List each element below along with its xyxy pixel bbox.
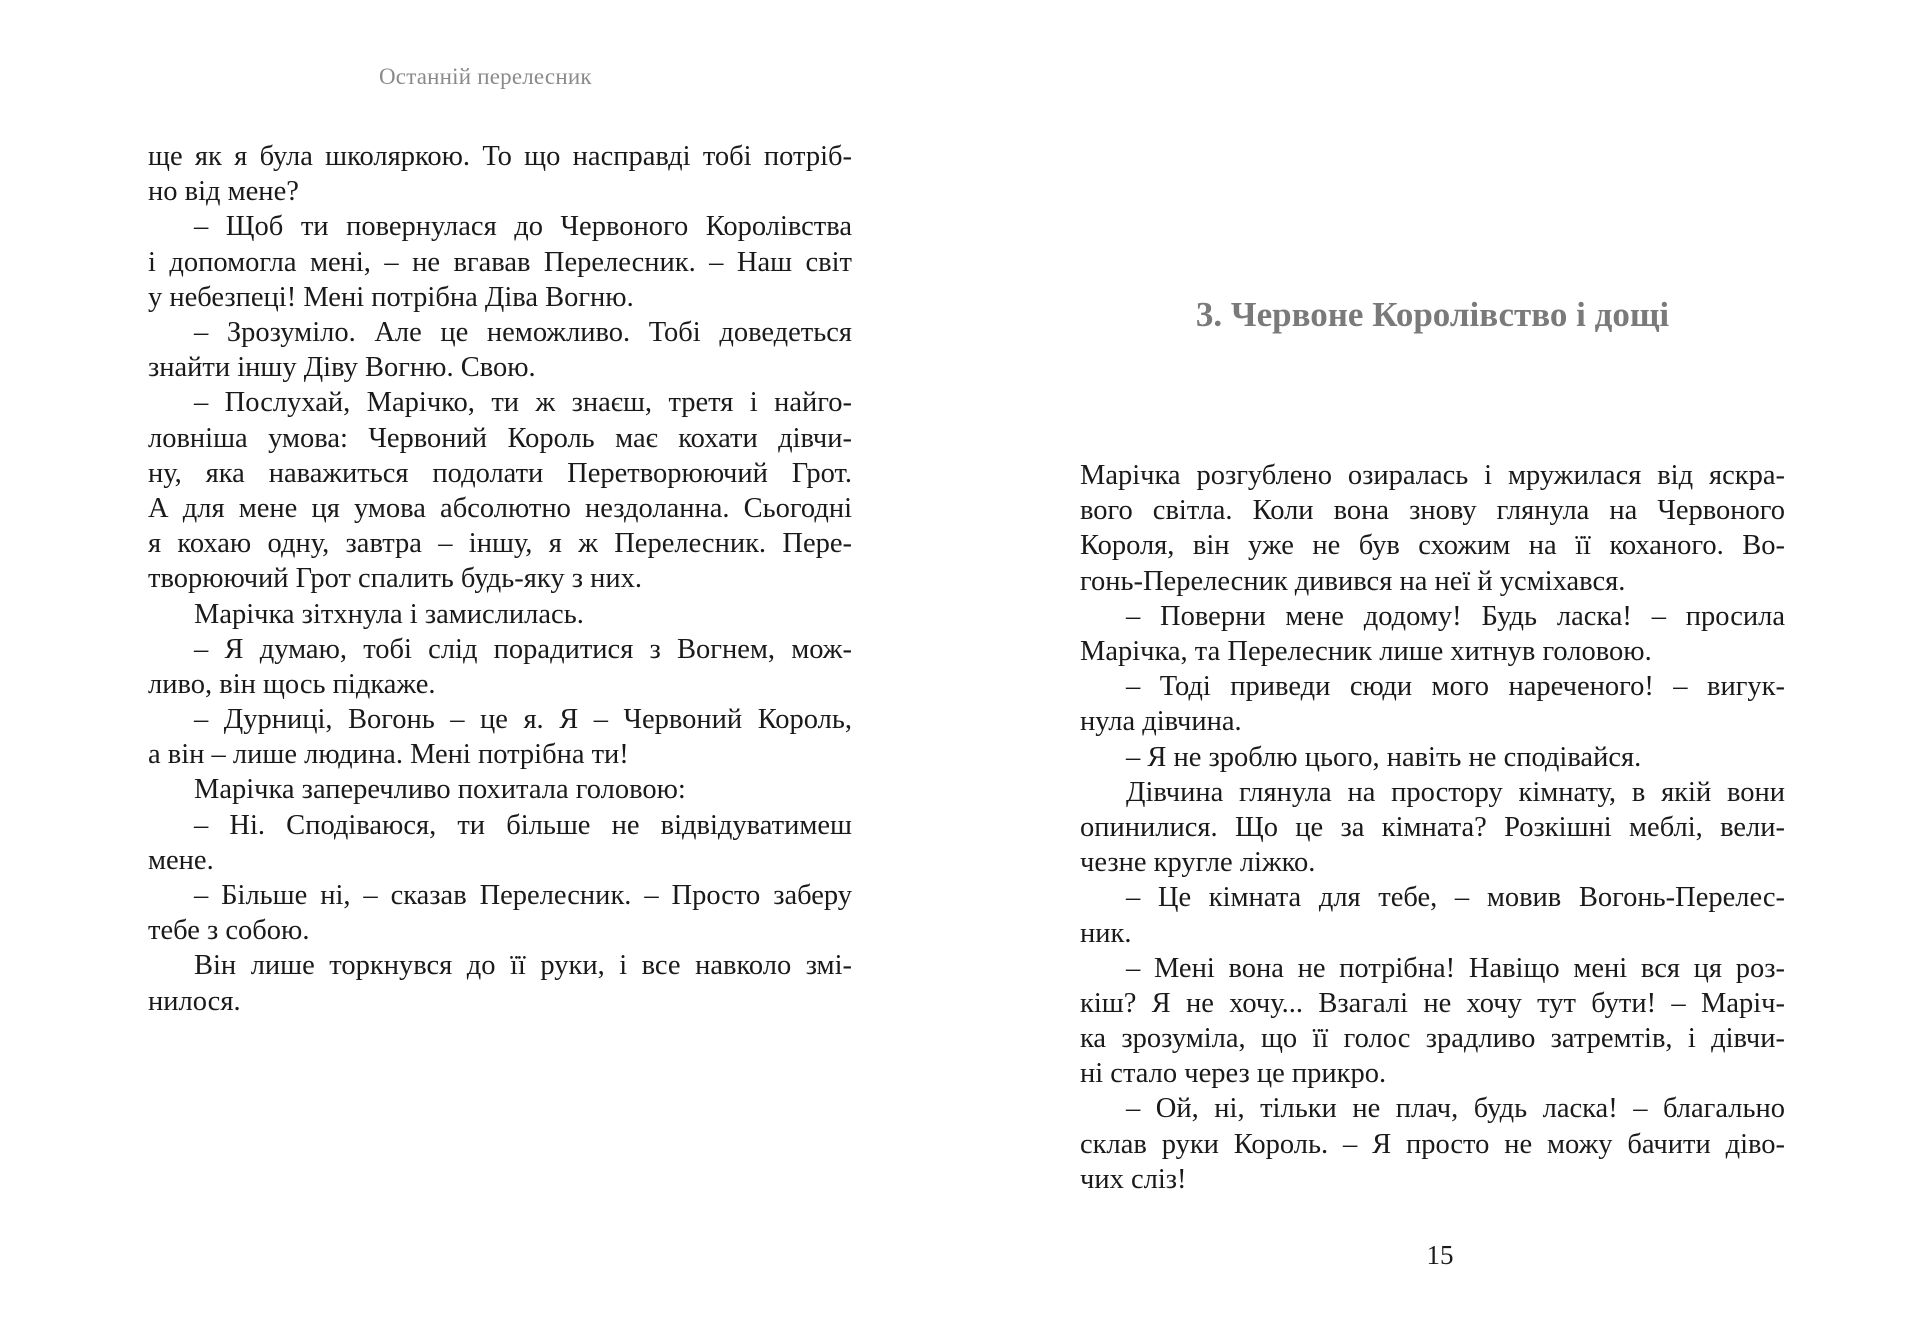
- text-line: творюючий Грот спалить будь-яку з них.: [148, 563, 642, 595]
- paragraph: [148, 702, 852, 772]
- text-line: – Більше ні, – сказав Перелесник. – Просто заберу: [194, 880, 852, 912]
- text-line: – Ні. Сподіваюся, ти більше не відвідуватимеш: [194, 809, 852, 841]
- text-line: – Мені вона не потрібна! Навіщо мені вся ця роз-: [1126, 952, 1785, 984]
- paragraph: [148, 948, 852, 1018]
- running-head: Останній перелесник: [379, 64, 592, 89]
- text-line: – Дурниці, Вогонь – це я. Я – Червоний Король,: [194, 704, 852, 736]
- text-line: ну, яка наважиться подолати Перетворюючий Грот.: [148, 457, 852, 489]
- text-line: – Послухай, Марічко, ти ж знаєш, третя і найго-: [194, 387, 852, 419]
- paragraph: [148, 878, 852, 948]
- paragraph: [1080, 1091, 1785, 1197]
- text-line: – Це кімната для тебе, – мовив Вогонь-Перелес-: [1126, 882, 1785, 914]
- text-line: – Тоді приведи сюди мого нареченого! – вигук-: [1126, 671, 1785, 703]
- text-line: нилося.: [148, 985, 241, 1017]
- text-line: Марічка розгублено озиралась і мружилася від яскра-: [1080, 460, 1785, 491]
- paragraph: [148, 597, 852, 632]
- text-line: ливо, він щось підкаже.: [148, 668, 436, 700]
- paragraph: [1080, 599, 1785, 669]
- text-line: – Я думаю, тобі слід порадитися з Вогнем, мож-: [194, 633, 852, 665]
- paragraph: [1080, 669, 1785, 739]
- text-line: опинилися. Що це за кімната? Розкішні меблі, вели-: [1080, 811, 1785, 843]
- text-line: ник.: [1080, 917, 1132, 949]
- text-line: Марічка зітхнула і замислилась.: [194, 598, 584, 630]
- text-line: А для мене ця умова абсолютно нездоланна. Сьогодні: [148, 492, 852, 524]
- page-number: 15: [1426, 1240, 1454, 1270]
- text-line: кіш? Я не хочу... Взагалі не хочу тут бути! – Маріч-: [1080, 987, 1785, 1019]
- text-line: гонь-Перелесник дивився на неї й усміхався.: [1080, 565, 1626, 597]
- text-line: но від мене?: [148, 176, 299, 208]
- text-line: чезне кругле ліжко.: [1080, 847, 1316, 879]
- paragraph: [148, 772, 852, 807]
- text-line: а він – лише людина. Мені потрібна ти!: [148, 739, 629, 771]
- text-line: – Щоб ти повернулася до Червоного Королівства: [194, 211, 852, 243]
- paragraph: [148, 632, 852, 702]
- right-page-body: [1080, 458, 1785, 1197]
- text-line: – Ой, ні, тільки не плач, будь ласка! – благально: [1126, 1093, 1785, 1125]
- paragraph: [148, 209, 852, 315]
- text-line: склав руки Король. – Я просто не можу бачити діво-: [1080, 1128, 1785, 1160]
- text-line: ще як я була школяркою. То що насправді тобі потріб-: [148, 141, 852, 172]
- text-line: у небезпеці! Мені потрібна Діва Вогню.: [148, 281, 634, 313]
- text-line: і допомогла мені, – не вгавав Перелесник. – Наш світ: [148, 246, 852, 278]
- text-line: ні стало через це прикро.: [1080, 1058, 1387, 1090]
- left-page-body: [148, 139, 852, 1019]
- text-line: Дівчина глянула на простору кімнату, в якій вони: [1126, 776, 1785, 808]
- text-line: мене.: [148, 844, 214, 876]
- text-line: Короля, він уже не був схожим на її коханого. Во-: [1080, 530, 1785, 562]
- paragraph: [148, 315, 852, 385]
- paragraph: [148, 385, 852, 596]
- text-line: тебе з собою.: [148, 915, 310, 947]
- text-line: Він лише торкнувся до її руки, і все навколо змі-: [194, 950, 852, 982]
- text-line: вого світла. Коли вона знову глянула на Червоного: [1080, 495, 1785, 527]
- text-line: Марічка заперечливо похитала головою:: [194, 774, 686, 806]
- text-line: – Я не зроблю цього, навіть не сподівайся.: [1126, 741, 1642, 773]
- paragraph: [1080, 458, 1785, 599]
- text-line: ка зрозуміла, що її голос зрадливо затремтів, і дівчи-: [1080, 1023, 1785, 1055]
- text-line: я кохаю одну, завтра – іншу, я ж Перелесник. Пере-: [148, 528, 852, 560]
- paragraph: [1080, 880, 1785, 950]
- paragraph: [148, 808, 852, 878]
- text-line: чих сліз!: [1080, 1163, 1187, 1195]
- text-line: – Поверни мене додому! Будь ласка! – просила: [1126, 600, 1785, 632]
- text-line: нула дівчина.: [1080, 706, 1242, 738]
- paragraph: [1080, 775, 1785, 881]
- paragraph: [1080, 951, 1785, 1092]
- text-line: знайти іншу Діву Вогню. Свою.: [148, 352, 536, 384]
- text-line: Марічка, та Перелесник лише хитнув головою.: [1080, 635, 1652, 667]
- paragraph: [1080, 740, 1785, 775]
- chapter-title: 3. Червоне Королівство і дощі: [1195, 295, 1670, 334]
- text-line: ловніша умова: Червоний Король має кохати дівчи-: [148, 422, 852, 454]
- text-line: – Зрозуміло. Але це неможливо. Тобі доведеться: [194, 316, 852, 348]
- paragraph: [148, 139, 852, 209]
